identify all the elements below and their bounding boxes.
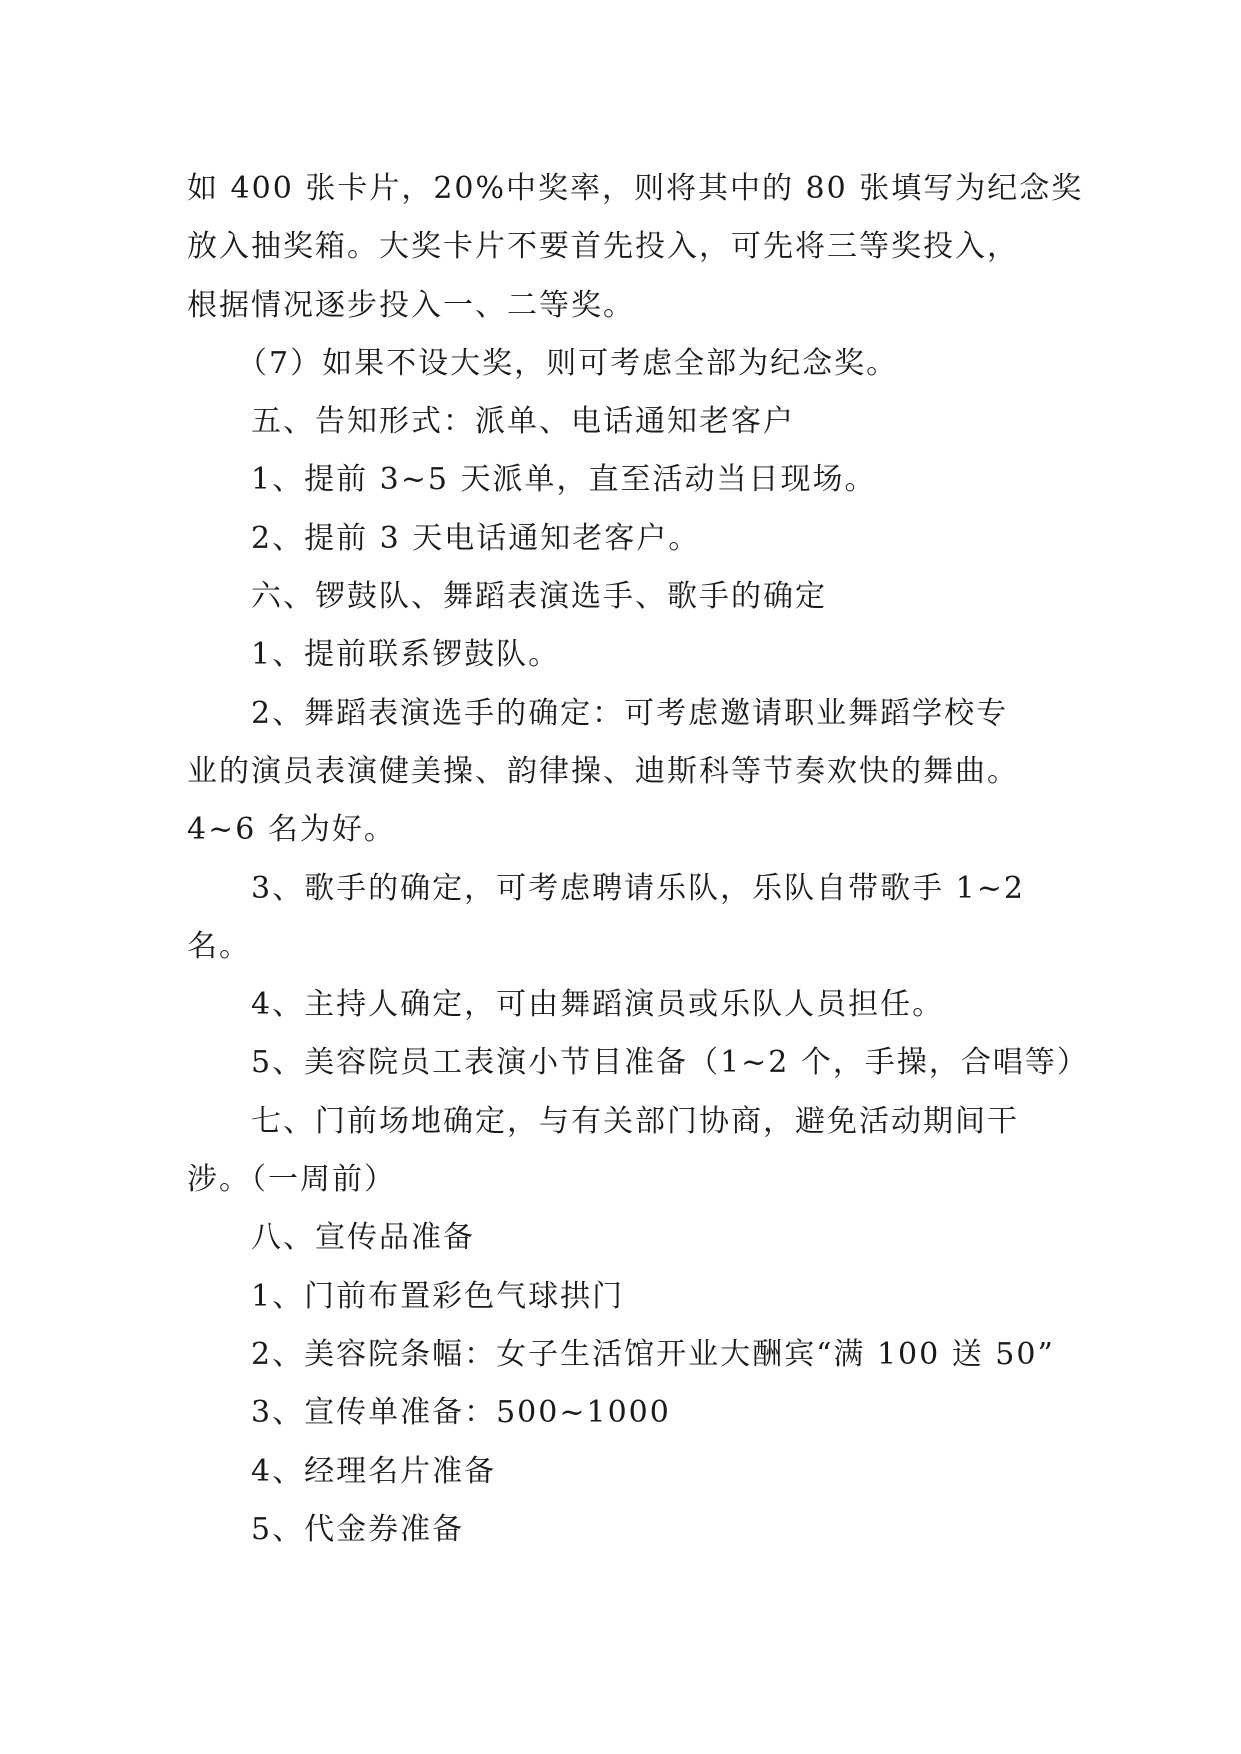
paragraph-line: 根据情况逐步投入一、二等奖。 bbox=[187, 287, 635, 323]
list-item: 1、提前 3~5 天派单，直至活动当日现场。 bbox=[251, 462, 877, 498]
paragraph-line: 4~6 名为好。 bbox=[187, 812, 396, 848]
list-item: 3、宣传单准备：500~1000 bbox=[251, 1395, 671, 1431]
section-heading: 五、告知形式：派单、电话通知老客户 bbox=[251, 404, 795, 440]
list-item: 5、代金券准备 bbox=[251, 1511, 465, 1547]
list-item: 2、舞蹈表演选手的确定：可考虑邀请职业舞蹈学校专 bbox=[251, 695, 1009, 731]
list-item: 5、美容院员工表演小节目准备（1~2 个，手操，合唱等） bbox=[251, 1045, 1089, 1081]
list-item: 4、经理名片准备 bbox=[251, 1453, 497, 1489]
section-heading: 七、门前场地确定，与有关部门协商，避免活动期间干 bbox=[251, 1103, 1019, 1139]
paragraph-line: （7）如果不设大奖，则可考虑全部为纪念奖。 bbox=[237, 345, 899, 381]
list-item: 4、主持人确定，可由舞蹈演员或乐队人员担任。 bbox=[251, 987, 945, 1023]
list-item: 3、歌手的确定，可考虑聘请乐队，乐队自带歌手 1~2 bbox=[251, 870, 1025, 906]
document-body bbox=[187, 160, 1089, 1559]
paragraph-line: 如 400 张卡片，20%中奖率，则将其中的 80 张填写为纪念奖 bbox=[187, 171, 1084, 206]
list-item: 2、提前 3 天电话通知老客户。 bbox=[251, 520, 701, 556]
paragraph-line: 放入抽奖箱。大奖卡片不要首先投入，可先将三等奖投入， bbox=[187, 229, 1019, 265]
paragraph-line: 涉。（一周前） bbox=[187, 1162, 396, 1198]
list-item: 2、美容院条幅：女子生活馆开业大酬宾“满 100 送 50” bbox=[251, 1336, 1055, 1372]
section-heading: 六、锣鼓队、舞蹈表演选手、歌手的确定 bbox=[251, 579, 827, 615]
paragraph-line: 名。 bbox=[187, 928, 251, 964]
section-heading: 八、宣传品准备 bbox=[251, 1220, 475, 1256]
list-item: 1、提前联系锣鼓队。 bbox=[251, 637, 561, 673]
list-item: 1、门前布置彩色气球拱门 bbox=[251, 1278, 625, 1314]
paragraph-line: 业的演员表演健美操、韵律操、迪斯科等节奏欢快的舞曲。 bbox=[187, 753, 1019, 789]
